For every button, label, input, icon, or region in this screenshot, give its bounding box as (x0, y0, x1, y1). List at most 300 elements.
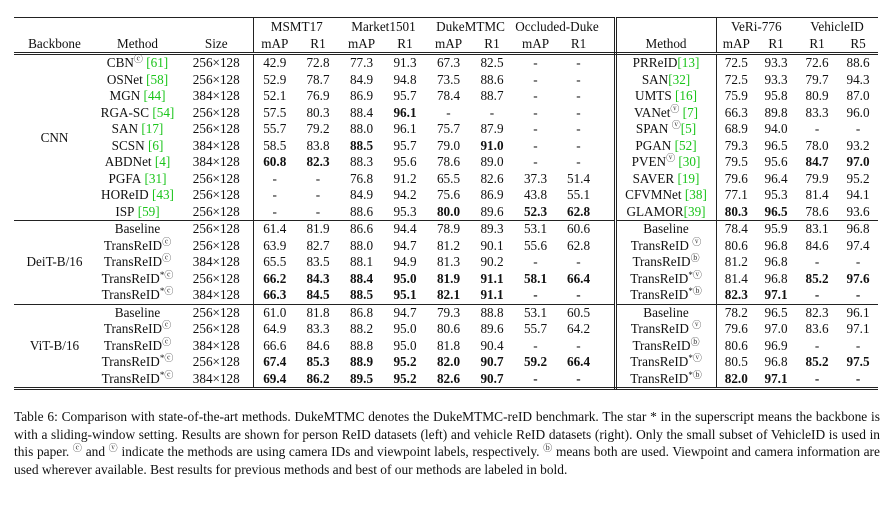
method-cell (95, 204, 180, 221)
size-cell: 384×128 (192, 154, 240, 170)
value-cell: 81.2 (716, 254, 756, 271)
method-cell (95, 354, 180, 371)
value-cell: 82.0 (436, 354, 461, 370)
table-row (14, 221, 878, 238)
size-cell: 256×128 (192, 304, 240, 320)
value-cell: - (514, 287, 557, 304)
table-row (14, 72, 878, 89)
citation-link: [39] (683, 203, 706, 219)
value-cell: 94.3 (846, 71, 870, 87)
value-cell: 78.6 (796, 204, 838, 221)
value-cell: 85.2 (805, 270, 829, 286)
method-name: SAVER (632, 170, 675, 186)
value-cell: - (838, 371, 878, 389)
citation-link: [30] (675, 154, 701, 170)
method-cell (95, 105, 180, 122)
method-superscript: *ⓥ (688, 269, 702, 280)
value-cell: 81.2 (436, 237, 461, 253)
method-name: TransReID (103, 337, 163, 353)
table-row (14, 105, 878, 122)
value-cell: 95.0 (393, 337, 417, 353)
value-cell: 79.7 (805, 71, 829, 87)
value-cell: - (576, 337, 581, 353)
value-cell: 79.0 (436, 137, 461, 153)
value-cell: 60.5 (566, 304, 591, 320)
method-cell-right (615, 321, 716, 338)
citation-link: [31] (141, 170, 167, 186)
method-superscript: ⓥ (671, 120, 681, 131)
size-cell: 256×128 (192, 55, 240, 71)
citation-link: [6] (144, 137, 164, 153)
method-superscript: ⓒ (162, 320, 172, 331)
value-cell: 81.9 (436, 270, 461, 286)
citation-link: [32] (668, 71, 691, 87)
value-cell: 84.5 (296, 287, 340, 304)
size-cell: 384×128 (180, 287, 253, 304)
value-cell: - (576, 137, 581, 153)
value-cell: 60.8 (253, 154, 296, 171)
value-cell: - (253, 187, 296, 204)
value-cell: 76.8 (349, 170, 374, 186)
value-cell: 91.2 (393, 170, 417, 186)
table-divider (600, 321, 615, 338)
method-name: ABDNet (104, 154, 152, 170)
table-row (14, 338, 878, 355)
value-cell: 88.2 (349, 321, 374, 337)
value-cell: 66.4 (566, 270, 591, 286)
value-cell: 66.4 (566, 354, 591, 370)
value-cell: - (576, 88, 581, 104)
table-divider (600, 221, 615, 238)
value-cell: 97.4 (846, 237, 870, 253)
method-superscript: ⓥ (670, 103, 680, 114)
value-cell: 88.5 (349, 137, 374, 153)
table-divider (600, 54, 615, 72)
value-cell: 52.3 (514, 204, 557, 221)
size-cell: 256×128 (192, 104, 240, 120)
value-cell: 88.4 (349, 270, 374, 286)
value-cell: 75.9 (716, 88, 756, 105)
method-cell (95, 171, 180, 188)
value-cell: 53.1 (523, 221, 548, 237)
value-cell: 63.9 (253, 238, 296, 255)
value-cell: 83.3 (805, 104, 829, 120)
value-cell: - (576, 104, 581, 120)
metric-header: mAP (253, 35, 296, 54)
value-cell: 95.6 (764, 154, 788, 170)
value-cell: 78.4 (716, 221, 756, 238)
value-cell: 80.6 (716, 338, 756, 355)
value-cell: 88.6 (340, 204, 383, 221)
backbone-label: ViT-B/16 (14, 304, 95, 389)
value-cell: 96.8 (764, 254, 788, 270)
table-divider (600, 138, 615, 155)
value-cell: 80.0 (427, 204, 470, 221)
value-cell: 79.5 (716, 154, 756, 171)
value-cell: - (533, 337, 538, 353)
method-cell-right (615, 88, 716, 105)
method-superscript: ⓥ (692, 236, 702, 247)
table-divider (600, 271, 615, 288)
value-cell: 80.6 (716, 238, 756, 255)
table-divider (600, 88, 615, 105)
table-divider (600, 154, 615, 171)
method-name: SAN (111, 121, 139, 137)
metric-header: R1 (383, 35, 427, 54)
metric-header: R1 (296, 35, 340, 54)
value-cell: 95.7 (393, 88, 417, 104)
value-cell: 75.7 (436, 121, 461, 137)
value-cell: 95.0 (393, 270, 417, 286)
metric-header: R5 (838, 35, 878, 54)
value-cell: 84.6 (306, 337, 330, 353)
value-cell: - (576, 55, 581, 71)
value-cell: 89.6 (480, 321, 504, 337)
metric-header: R1 (796, 35, 838, 54)
method-name: OSNet (106, 71, 143, 87)
value-cell: 65.5 (436, 170, 461, 186)
value-cell: 83.5 (306, 254, 330, 270)
method-name: UMTS (635, 88, 672, 104)
value-cell: 85.2 (805, 354, 829, 370)
value-cell: 96.4 (764, 170, 788, 186)
value-cell: 95.2 (393, 354, 417, 370)
value-cell: - (838, 287, 878, 304)
value-cell: 78.6 (436, 154, 461, 170)
method-superscript: *ⓑ (688, 286, 702, 297)
value-cell: 95.1 (383, 287, 427, 304)
value-cell: 82.1 (427, 287, 470, 304)
size-cell: 384×128 (192, 88, 240, 104)
value-cell: 86.2 (296, 371, 340, 389)
citation-link: [52] (671, 137, 697, 153)
value-cell: 89.5 (340, 371, 383, 389)
value-cell: 88.1 (349, 254, 374, 270)
value-cell: - (296, 204, 340, 221)
method-superscript: ⓥ (692, 320, 702, 331)
method-superscript: *ⓑ (688, 369, 702, 380)
method-name: SPAN (635, 121, 672, 137)
method-cell-right (615, 121, 716, 138)
method-name: VANet (633, 104, 671, 120)
value-cell: 91.3 (393, 55, 417, 71)
method-name: TransReID (103, 237, 163, 253)
value-cell: 55.7 (253, 121, 296, 138)
table-divider (600, 187, 615, 204)
size-cell: 384×128 (192, 337, 240, 353)
table-row (14, 304, 878, 321)
value-cell: 97.1 (846, 321, 870, 337)
citation-link: [61] (142, 55, 169, 71)
value-cell: 68.9 (716, 121, 756, 138)
value-cell: 93.3 (764, 71, 788, 87)
value-cell: 69.4 (253, 371, 296, 389)
viewpoint-symbol: ⓥ (108, 443, 118, 454)
method-name: TransReID (103, 321, 163, 337)
table-row (14, 171, 878, 188)
column-header-method-right: Method (615, 35, 716, 54)
method-cell-right (615, 154, 716, 171)
value-cell: 94.7 (393, 237, 417, 253)
value-cell: 78.4 (436, 88, 461, 104)
size-cell: 256×128 (192, 187, 240, 203)
method-name: TransReID (101, 270, 160, 286)
metric-header: R1 (470, 35, 514, 54)
value-cell: 59.2 (523, 354, 548, 370)
value-cell: 91.1 (480, 270, 504, 286)
dataset-header-market1501: Market1501 (340, 18, 427, 36)
method-cell (95, 371, 180, 389)
method-name: CFVMNet (625, 187, 682, 203)
value-cell: 52.1 (253, 88, 296, 105)
table-divider (600, 238, 615, 255)
value-cell: 80.3 (716, 204, 756, 221)
method-superscript: ⓑ (690, 336, 700, 347)
value-cell: 61.4 (253, 221, 296, 238)
value-cell: 97.1 (756, 371, 796, 389)
citation-link: [59] (134, 203, 160, 219)
size-cell: 256×128 (192, 170, 240, 186)
method-name: TransReID (632, 254, 691, 270)
size-cell: 384×128 (180, 371, 253, 389)
table-row (14, 121, 878, 138)
value-cell: 79.3 (716, 138, 756, 155)
value-cell: 96.9 (764, 337, 788, 353)
method-name: PVEN (631, 154, 667, 170)
size-cell: 256×128 (192, 354, 240, 370)
value-cell: - (489, 104, 495, 120)
value-cell: 42.9 (253, 54, 296, 72)
value-cell: 91.0 (480, 137, 504, 153)
method-superscript: *ⓒ (159, 353, 174, 364)
value-cell: - (315, 187, 321, 203)
value-cell: 90.2 (480, 254, 504, 270)
method-cell-right (615, 138, 716, 155)
value-cell: 83.3 (306, 321, 330, 337)
value-cell: 82.3 (805, 304, 829, 320)
value-cell: 82.0 (716, 371, 756, 389)
table-row (14, 287, 878, 304)
backbone-label: DeiT-B/16 (14, 221, 95, 305)
table-row (14, 187, 878, 204)
dataset-header-msmt17: MSMT17 (253, 18, 340, 36)
citation-link: [7] (679, 104, 699, 120)
value-cell: 78.2 (716, 304, 756, 321)
method-superscript: ⓒ (162, 336, 172, 347)
citation-link: [38] (681, 187, 707, 203)
table-row (14, 271, 878, 288)
method-cell-right (615, 338, 716, 355)
value-cell: 60.6 (566, 221, 591, 237)
value-cell: 58.1 (523, 270, 548, 286)
value-cell: 76.9 (306, 88, 330, 104)
method-cell (95, 287, 180, 304)
method-cell-right (615, 204, 716, 221)
table-divider (600, 254, 615, 271)
column-header-backbone: Backbone (14, 35, 95, 54)
table-row (14, 321, 878, 338)
backbone-label: CNN (14, 54, 95, 221)
value-cell: 82.3 (716, 287, 756, 304)
metric-header: mAP (716, 35, 756, 54)
table-caption (14, 408, 880, 478)
size-cell: 256×128 (192, 71, 240, 87)
method-name: RGA-SC (100, 104, 150, 120)
value-cell: 95.2 (383, 371, 427, 389)
value-cell: 96.1 (846, 304, 870, 320)
value-cell: 86.6 (349, 221, 374, 237)
size-cell: 256×128 (192, 221, 240, 237)
value-cell: 89.6 (470, 204, 514, 221)
value-cell: 96.5 (764, 304, 788, 320)
method-name: TransReID (632, 337, 691, 353)
method-name: TransReID (101, 370, 160, 386)
value-cell: 53.1 (523, 304, 548, 320)
value-cell: 95.3 (383, 204, 427, 221)
citation-link: [54] (149, 104, 175, 120)
value-cell: 91.1 (470, 287, 514, 304)
value-cell: 84.7 (805, 154, 829, 170)
method-name: Baseline (643, 304, 689, 320)
value-cell: 72.5 (716, 54, 756, 72)
value-cell: 75.6 (436, 187, 461, 203)
method-superscript: ⓒ (133, 54, 143, 65)
value-cell: 94.8 (393, 71, 417, 87)
value-cell: 55.7 (523, 321, 548, 337)
value-cell: 97.1 (756, 287, 796, 304)
method-cell-right (615, 72, 716, 89)
value-cell: 79.6 (716, 321, 756, 338)
method-name: SCSN (111, 137, 145, 153)
method-superscript: ⓑ (690, 253, 700, 264)
value-cell: - (796, 287, 838, 304)
value-cell: 94.0 (764, 121, 788, 137)
method-cell (95, 154, 180, 171)
value-cell: 89.0 (480, 154, 504, 170)
method-cell-right (615, 287, 716, 304)
dataset-header-vehicleid: VehicleID (796, 18, 878, 36)
value-cell: - (253, 204, 296, 221)
method-cell (95, 221, 180, 238)
size-cell: 256×128 (180, 204, 253, 221)
method-name: MGN (109, 88, 141, 104)
value-cell: 84.3 (306, 270, 330, 286)
both-symbol: ⓑ (543, 443, 553, 454)
dataset-header-occluded-duke: Occluded-Duke (515, 18, 599, 34)
value-cell: - (533, 137, 538, 153)
method-name: PGFA (108, 170, 142, 186)
value-cell: 88.6 (846, 55, 870, 71)
value-cell: 80.3 (306, 104, 330, 120)
value-cell: 82.6 (427, 371, 470, 389)
value-cell: 95.9 (764, 221, 788, 237)
metric-header: R1 (756, 35, 796, 54)
value-cell: 57.5 (253, 105, 296, 122)
value-cell: 90.7 (480, 354, 504, 370)
value-cell: - (576, 71, 581, 87)
value-cell: 84.9 (349, 187, 374, 203)
value-cell: - (533, 254, 538, 270)
value-cell: 88.3 (349, 154, 374, 170)
method-name: GLAMOR (626, 203, 684, 219)
value-cell: 72.8 (306, 55, 330, 71)
method-cell-right (615, 171, 716, 188)
size-cell: 384×128 (192, 254, 240, 270)
value-cell: 89.8 (764, 104, 788, 120)
citation-link: [13] (677, 55, 700, 71)
value-cell: 82.6 (480, 170, 504, 186)
comparison-table (14, 17, 878, 390)
value-cell: 86.9 (480, 187, 504, 203)
metric-header: mAP (514, 35, 557, 54)
value-cell: 79.9 (805, 170, 829, 186)
value-cell: 81.3 (436, 254, 461, 270)
value-cell: - (855, 121, 861, 137)
value-cell: 72.6 (805, 55, 829, 71)
method-superscript: ⓒ (162, 253, 172, 264)
value-cell: 52.9 (253, 72, 296, 89)
value-cell: 77.1 (716, 187, 756, 204)
value-cell: - (814, 254, 820, 270)
value-cell: 87.9 (480, 121, 504, 137)
value-cell: - (557, 287, 600, 304)
value-cell: 96.8 (846, 221, 870, 237)
value-cell: 85.3 (306, 354, 330, 370)
value-cell: 80.5 (716, 354, 756, 371)
value-cell: 73.5 (436, 71, 461, 87)
method-superscript: ⓒ (162, 236, 172, 247)
table-row (14, 254, 878, 271)
value-cell: 88.0 (349, 121, 374, 137)
method-cell (95, 72, 180, 89)
size-cell: 384×128 (192, 137, 240, 153)
value-cell: 88.4 (349, 104, 374, 120)
method-cell (95, 321, 180, 338)
table-divider (600, 121, 615, 138)
method-cell (95, 138, 180, 155)
value-cell: 81.9 (306, 221, 330, 237)
value-cell: - (814, 121, 820, 137)
value-cell: 95.7 (393, 137, 417, 153)
value-cell: 37.3 (523, 170, 548, 186)
table-row (14, 204, 878, 221)
method-cell (95, 254, 180, 271)
value-cell: 51.4 (566, 170, 591, 186)
camera-symbol: ⓒ (72, 443, 83, 454)
value-cell: 62.8 (566, 237, 591, 253)
value-cell: 95.6 (393, 154, 417, 170)
value-cell: 79.2 (306, 121, 330, 137)
table-divider (600, 371, 615, 389)
method-name: PRReID (632, 55, 678, 71)
table-row (14, 154, 878, 171)
table-body (14, 54, 878, 389)
method-name: TransReID (630, 287, 689, 303)
value-cell: 88.5 (340, 287, 383, 304)
value-cell: 95.0 (393, 321, 417, 337)
value-cell: 96.8 (764, 270, 788, 286)
value-cell: - (533, 88, 538, 104)
value-cell: 77.3 (349, 55, 374, 71)
value-cell: 88.7 (480, 88, 504, 104)
table-divider (600, 72, 615, 89)
value-cell: 79.3 (436, 304, 461, 320)
method-superscript: ⓥ (666, 153, 676, 164)
method-name: Baseline (643, 221, 689, 237)
value-cell: 86.9 (349, 88, 374, 104)
value-cell: 96.5 (764, 137, 788, 153)
value-cell: 88.8 (349, 337, 374, 353)
